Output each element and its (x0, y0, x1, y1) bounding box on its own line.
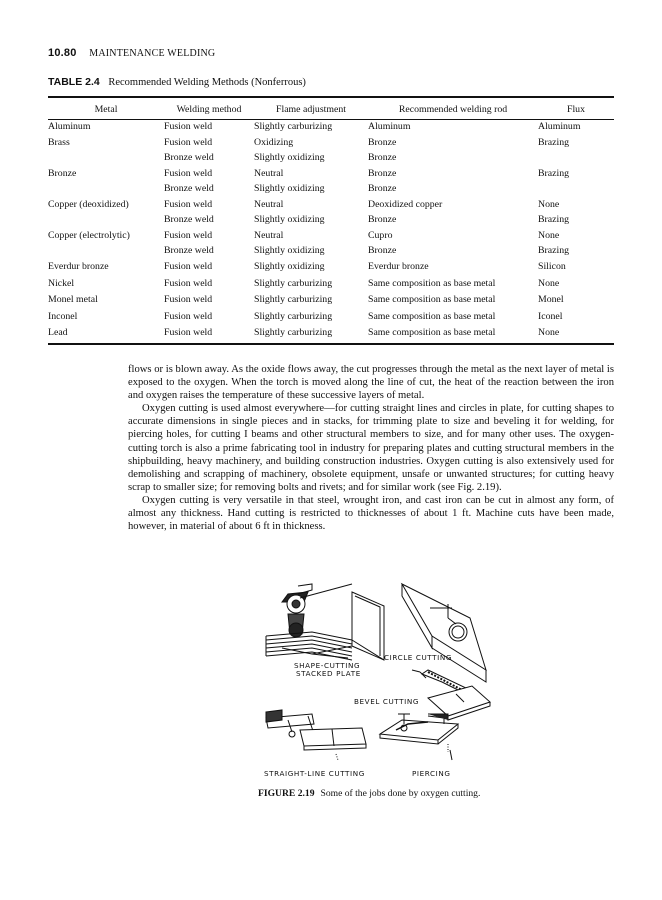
paragraph: Oxygen cutting is used almost everywhere—for cutting straight lines and circles in plate, for cutting shapes to accurate dimensions in single pieces and in stacks, for trimming plate to size and beveling it for welding, for piercing holes, for cutting I beams and other structural members to size, and for many other uses. The oxygen-cutting torch is also a prime fabricating tool in industry for preparing plates and cutting structural members in the shipbuilding, heavy machinery, and building construction industries. Oxygen cutting is also extensively used for demolishing and scrapping of machinery, obsolete equipment, unsafe or unwanted structures; for cutting heavy scrap to smaller size; for removing bolts and rivets; and for similar work (see Fig. 2.19). (128, 403, 614, 493)
cell-line: Fusion weld (164, 310, 213, 322)
welding-method-cell (164, 118, 254, 135)
welding-rod-cell (368, 275, 538, 292)
flame-adjustment-cell (254, 165, 368, 196)
cell-line: Bronze (368, 168, 397, 179)
straight-line-cutting-drawing (266, 710, 366, 760)
paragraph: Oxygen cutting is very versatile in that steel, wrought iron, and cast iron can be cut in almost any form, of almost any thickness. Hand cutting is restricted to thicknesses of about 1 ft. Machine cuts have been made, however, in material of about 6 ft in thickness. (128, 494, 614, 533)
flux-cell (538, 324, 614, 341)
welding-rod-cell (368, 308, 538, 325)
table-body (48, 118, 614, 341)
cell-line: Oxidizing (254, 137, 294, 148)
flux-cell (538, 134, 614, 165)
flame-adjustment-cell (254, 118, 368, 135)
cell-line: Fusion weld (164, 230, 213, 241)
table-label: TABLE 2.4 (48, 76, 100, 88)
welding-method-cell (164, 324, 254, 341)
cell-line: Aluminum (368, 120, 411, 132)
metal-cell: Inconel (48, 310, 78, 322)
table-row (48, 165, 614, 196)
table-row (48, 196, 614, 227)
flame-adjustment-cell (254, 324, 368, 341)
welding-rod-cell (368, 227, 538, 258)
metal-cell: Brass (48, 137, 70, 148)
welding-rod-cell (368, 258, 538, 275)
flux-cell (538, 118, 614, 135)
circle-cutting-label: CIRCLE CUTTING (384, 653, 453, 662)
cell-line: Slightly carburizing (254, 327, 333, 338)
cell-line: Brazing (538, 137, 570, 148)
cell-line: None (538, 199, 560, 210)
cell-line: Slightly carburizing (254, 294, 333, 305)
cell-line: Bronze (368, 182, 397, 194)
cell-line: Deoxidized copper (368, 199, 443, 210)
cell-line: Neutral (254, 199, 284, 210)
cell-line: Bronze weld (164, 182, 214, 194)
table-row (48, 258, 614, 275)
cell-line: Fusion weld (164, 277, 213, 289)
cell-line: Slightly carburizing (254, 277, 333, 289)
welding-method-cell (164, 291, 254, 308)
cell-line: Fusion weld (164, 261, 213, 272)
bevel-cutting-label: BEVEL CUTTING (354, 697, 420, 706)
column-header: Flux (567, 104, 585, 115)
flame-adjustment-cell (254, 291, 368, 308)
metal-cell: Copper (electrolytic) (48, 230, 130, 241)
oxygen-cutting-figure (252, 574, 492, 786)
flame-adjustment-cell (254, 258, 368, 275)
metal-cell: Aluminum (48, 120, 91, 132)
flame-adjustment-cell (254, 196, 368, 227)
welding-method-cell (164, 308, 254, 325)
flux-cell (538, 165, 614, 196)
metal-cell: Nickel (48, 277, 75, 289)
figure-number: FIGURE 2.19 (258, 788, 315, 799)
metal-cell: Bronze (48, 168, 77, 179)
running-title: MAINTENANCE WELDING (89, 48, 216, 59)
column-header: Metal (94, 104, 118, 115)
welding-rod-cell (368, 134, 538, 165)
page-header (48, 47, 215, 59)
table-caption (48, 76, 306, 88)
cell-line: Silicon (538, 261, 566, 272)
table-row (48, 118, 614, 135)
cell-line: Fusion weld (164, 294, 213, 305)
cell-line: Brazing (538, 168, 570, 179)
cell-line: Same composition as base metal (368, 310, 496, 322)
cell-line: Bronze weld (164, 213, 214, 225)
flux-cell (538, 275, 614, 292)
cell-line (538, 182, 614, 197)
welding-rod-cell (368, 165, 538, 196)
table-title: Recommended Welding Methods (Nonferrous) (108, 77, 306, 88)
table-row (48, 227, 614, 258)
metal-cell: Lead (48, 327, 68, 338)
cell-line: Iconel (538, 310, 563, 322)
flux-cell (538, 196, 614, 227)
cell-line: Slightly oxidizing (254, 151, 325, 163)
welding-rod-cell (368, 291, 538, 308)
cell-line: Fusion weld (164, 120, 213, 132)
cell-line: Same composition as base metal (368, 277, 496, 289)
cell-line: Neutral (254, 230, 284, 241)
metal-cell: Monel metal (48, 294, 98, 305)
stacked-plate-label: STACKED PLATE (296, 669, 361, 678)
cell-line: Fusion weld (164, 137, 213, 148)
flux-cell (538, 291, 614, 308)
welding-method-cell (164, 134, 254, 165)
shape-cutting-drawing (266, 584, 384, 660)
table-row (48, 134, 614, 165)
body-text (128, 363, 614, 533)
cell-line: Slightly oxidizing (254, 244, 325, 256)
cell-line: Everdur bronze (368, 261, 429, 272)
piercing-drawing (380, 714, 458, 760)
cell-line: Fusion weld (164, 168, 213, 179)
cell-line: Same composition as base metal (368, 327, 496, 338)
figure-caption-text: Some of the jobs done by oxygen cutting. (320, 788, 481, 799)
table-row (48, 275, 614, 292)
cell-line: Brazing (538, 244, 570, 256)
column-header: Welding method (176, 104, 242, 115)
cell-line: Same composition as base metal (368, 294, 496, 305)
metal-cell: Copper (deoxidized) (48, 199, 129, 210)
cell-line: Bronze (368, 244, 397, 256)
welding-method-cell (164, 258, 254, 275)
cell-line: Bronze (368, 213, 397, 225)
cell-line: Fusion weld (164, 199, 213, 210)
table-row (48, 291, 614, 308)
table-bottom-rule (48, 343, 614, 345)
welding-rod-cell (368, 196, 538, 227)
page-number: 10.80 (48, 47, 77, 59)
flux-cell (538, 258, 614, 275)
cell-line: Fusion weld (164, 327, 213, 338)
cell-line: None (538, 277, 560, 289)
welding-rod-cell (368, 118, 538, 135)
welding-method-cell (164, 275, 254, 292)
cell-line: Neutral (254, 168, 284, 179)
cell-line: None (538, 327, 560, 338)
cell-line: Aluminum (538, 120, 581, 132)
flame-adjustment-cell (254, 227, 368, 258)
welding-methods-table (48, 103, 614, 341)
circle-cutting-drawing (402, 584, 486, 682)
flame-adjustment-cell (254, 275, 368, 292)
figure-caption (258, 788, 498, 800)
cell-line: Bronze weld (164, 151, 214, 163)
cell-line: Bronze weld (164, 244, 214, 256)
cell-line: Slightly oxidizing (254, 182, 325, 194)
cell-line: Bronze (368, 151, 397, 163)
cell-line: Slightly carburizing (254, 310, 333, 322)
flame-adjustment-cell (254, 308, 368, 325)
cell-line (538, 151, 614, 166)
table-row (48, 324, 614, 341)
column-header: Flame adjustment (276, 104, 346, 115)
cell-line: Cupro (368, 230, 393, 241)
welding-method-cell (164, 227, 254, 258)
table-top-rule (48, 96, 614, 98)
cell-line: Slightly oxidizing (254, 261, 325, 272)
welding-method-cell (164, 196, 254, 227)
cell-line: Bronze (368, 137, 397, 148)
oxygen-cutting-illustration (252, 574, 492, 786)
welding-method-cell (164, 165, 254, 196)
flame-adjustment-cell (254, 134, 368, 165)
paragraph: flows or is blown away. As the oxide flows away, the cut progresses through the metal as the next layer of metal is exposed to the oxygen. When the torch is moved along the line of cut, the heat of the reaction between the iron and oxygen raises the temperature of these successive layers of metal. (128, 364, 614, 402)
shape-cutting-label: SHAPE-CUTTING (294, 661, 361, 670)
piercing-label: PIERCING (412, 769, 451, 778)
metal-cell: Everdur bronze (48, 261, 109, 272)
cell-line: None (538, 230, 560, 241)
flux-cell (538, 308, 614, 325)
flux-cell (538, 227, 614, 258)
column-header: Recommended welding rod (398, 104, 508, 115)
cell-line: Brazing (538, 213, 570, 225)
table-row (48, 308, 614, 325)
table-header-row (48, 103, 614, 118)
welding-rod-cell (368, 324, 538, 341)
cell-line: Slightly oxidizing (254, 213, 325, 225)
cell-line: Slightly carburizing (254, 120, 333, 132)
cell-line: Monel (538, 294, 564, 305)
straight-line-cutting-label: STRAIGHT-LINE CUTTING (264, 769, 365, 778)
